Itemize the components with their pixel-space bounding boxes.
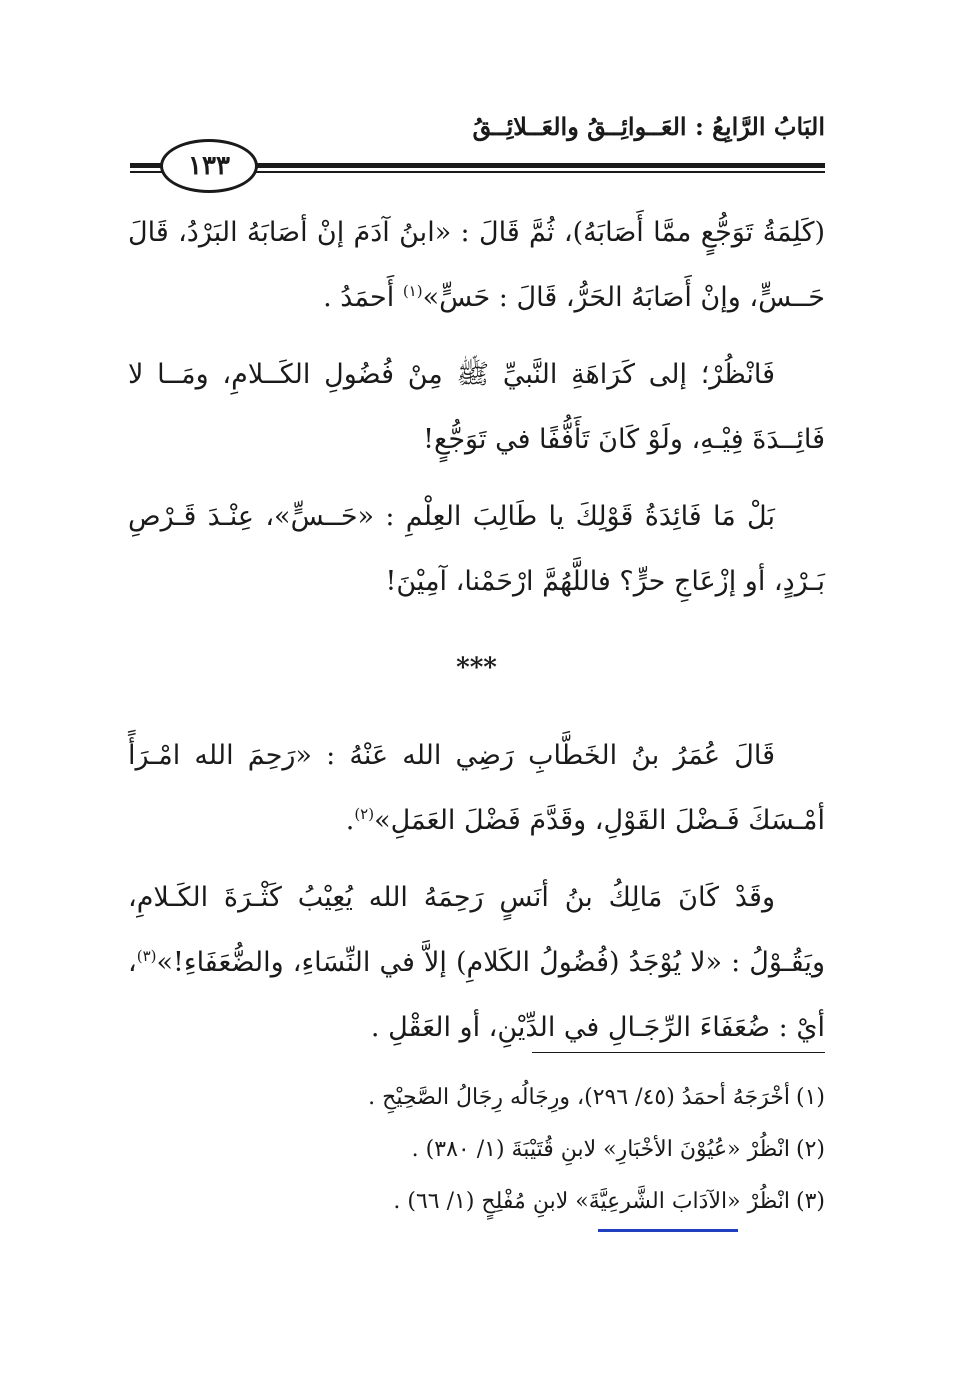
footnote-ref-1: (١) bbox=[402, 282, 423, 300]
footnote-2-text: انْظُرْ «عُيُوْنَ الأخْبَارِ» لابنِ قُتَيْبَةَ (١/ ٣٨٠) . bbox=[411, 1137, 790, 1162]
paragraph-5-text: وقَدْ كَانَ مَالِكُ بنُ أنَسٍ رَحِمَهُ الله يُعِيْبُ كَثْـرَةَ الكَـلامِ، ويَقُـوْلُ : «لا يُوْجَدُ (فُضُولُ الكَلامِ) إلاَّ في النِّسَاءِ، والضُّعَفَاءِ!» bbox=[128, 882, 825, 978]
paragraph-2: فَانْظُرْ؛ إلى كَرَاهَةِ النَّبيِّ ﷺ مِنْ فُضُولِ الكَــلامِ، ومَــا لا فَائِــدَةَ فِيْـهِ، ولَوْ كَانَ تَأَفُّفًا في تَوَجُّعٍ! bbox=[128, 359, 825, 455]
paragraph-3: بَلْ مَا فَائِدَةُ قَوْلِكَ يا طَالِبَ العِلْمِ : «حَــسٍّ»، عِنْـدَ قَـرْصِ بَـرْدٍ، أو إزْعَاجِ حرٍّ؟ فاللَّهُمَّ ارْحَمْنا، آمِيْنَ! bbox=[128, 501, 825, 597]
footnote-3-number: (٣) bbox=[795, 1189, 825, 1214]
footnote-2-number: (٢) bbox=[795, 1137, 825, 1162]
paragraph-5-tail: ، أيْ : ضُعَفَاءَ الرِّجَـالِ في الدِّيْنِ، أو العَقْلِ . bbox=[128, 947, 825, 1043]
footnote-ref-3: (٣) bbox=[136, 947, 157, 965]
paragraph-4 bbox=[128, 723, 825, 853]
paragraph-4-tail: . bbox=[345, 805, 355, 836]
footnote-separator bbox=[532, 1052, 825, 1053]
footnote-2 bbox=[128, 1124, 825, 1176]
footnote-3-text: انْظُرْ «الآدَابَ الشَّرعِيَّةَ» لابنِ مُفْلِحٍ (١/ ٦٦) . bbox=[393, 1189, 790, 1214]
main-text bbox=[128, 200, 825, 1060]
footnote-ref-2: (٢) bbox=[354, 805, 375, 823]
footnote-1-text: أخْرَجَهُ أحمَدُ (٤٥/ ٢٩٦)، ورِجَالُه رِجَالُ الصَّحِيْحِ . bbox=[368, 1085, 790, 1110]
paragraph-1 bbox=[128, 200, 825, 330]
paragraph-5 bbox=[128, 865, 825, 1060]
footnotes bbox=[128, 1072, 825, 1228]
footnote-1-number: (١) bbox=[795, 1085, 825, 1110]
footnote-3 bbox=[128, 1176, 825, 1228]
page-number-badge: ١٣٣ bbox=[160, 139, 258, 193]
paragraph-4-text: قَالَ عُمَرُ بنُ الخَطَّابِ رَضِي الله عَنْهُ : «رَحِمَ الله امْـرَأً أمْـسَكَ فَـضْلَ القَوْلِ، وقَدَّمَ فَضْلَ العَمَلِ» bbox=[128, 740, 825, 836]
highlight-underline bbox=[598, 1229, 738, 1232]
paragraph-1-text: (كَلِمَةُ تَوَجُّعٍ ممَّا أَصَابَهُ)، ثُمَّ قَالَ : «ابنُ آدَمَ إنْ أصَابَهُ البَرْدُ، قَالَ حَــسٍّ، وإنْ أَصَابَهُ الحَرُّ، قَالَ : حَسٍّ» bbox=[128, 217, 825, 313]
paragraph-1-tail: أَحمَدُ . bbox=[323, 282, 403, 313]
section-separator: *** bbox=[456, 653, 497, 683]
footnote-1 bbox=[128, 1072, 825, 1124]
running-title: البَابُ الرَّابِعُ : العَــوائِــقُ والعَــلائِــقُ bbox=[472, 112, 825, 141]
